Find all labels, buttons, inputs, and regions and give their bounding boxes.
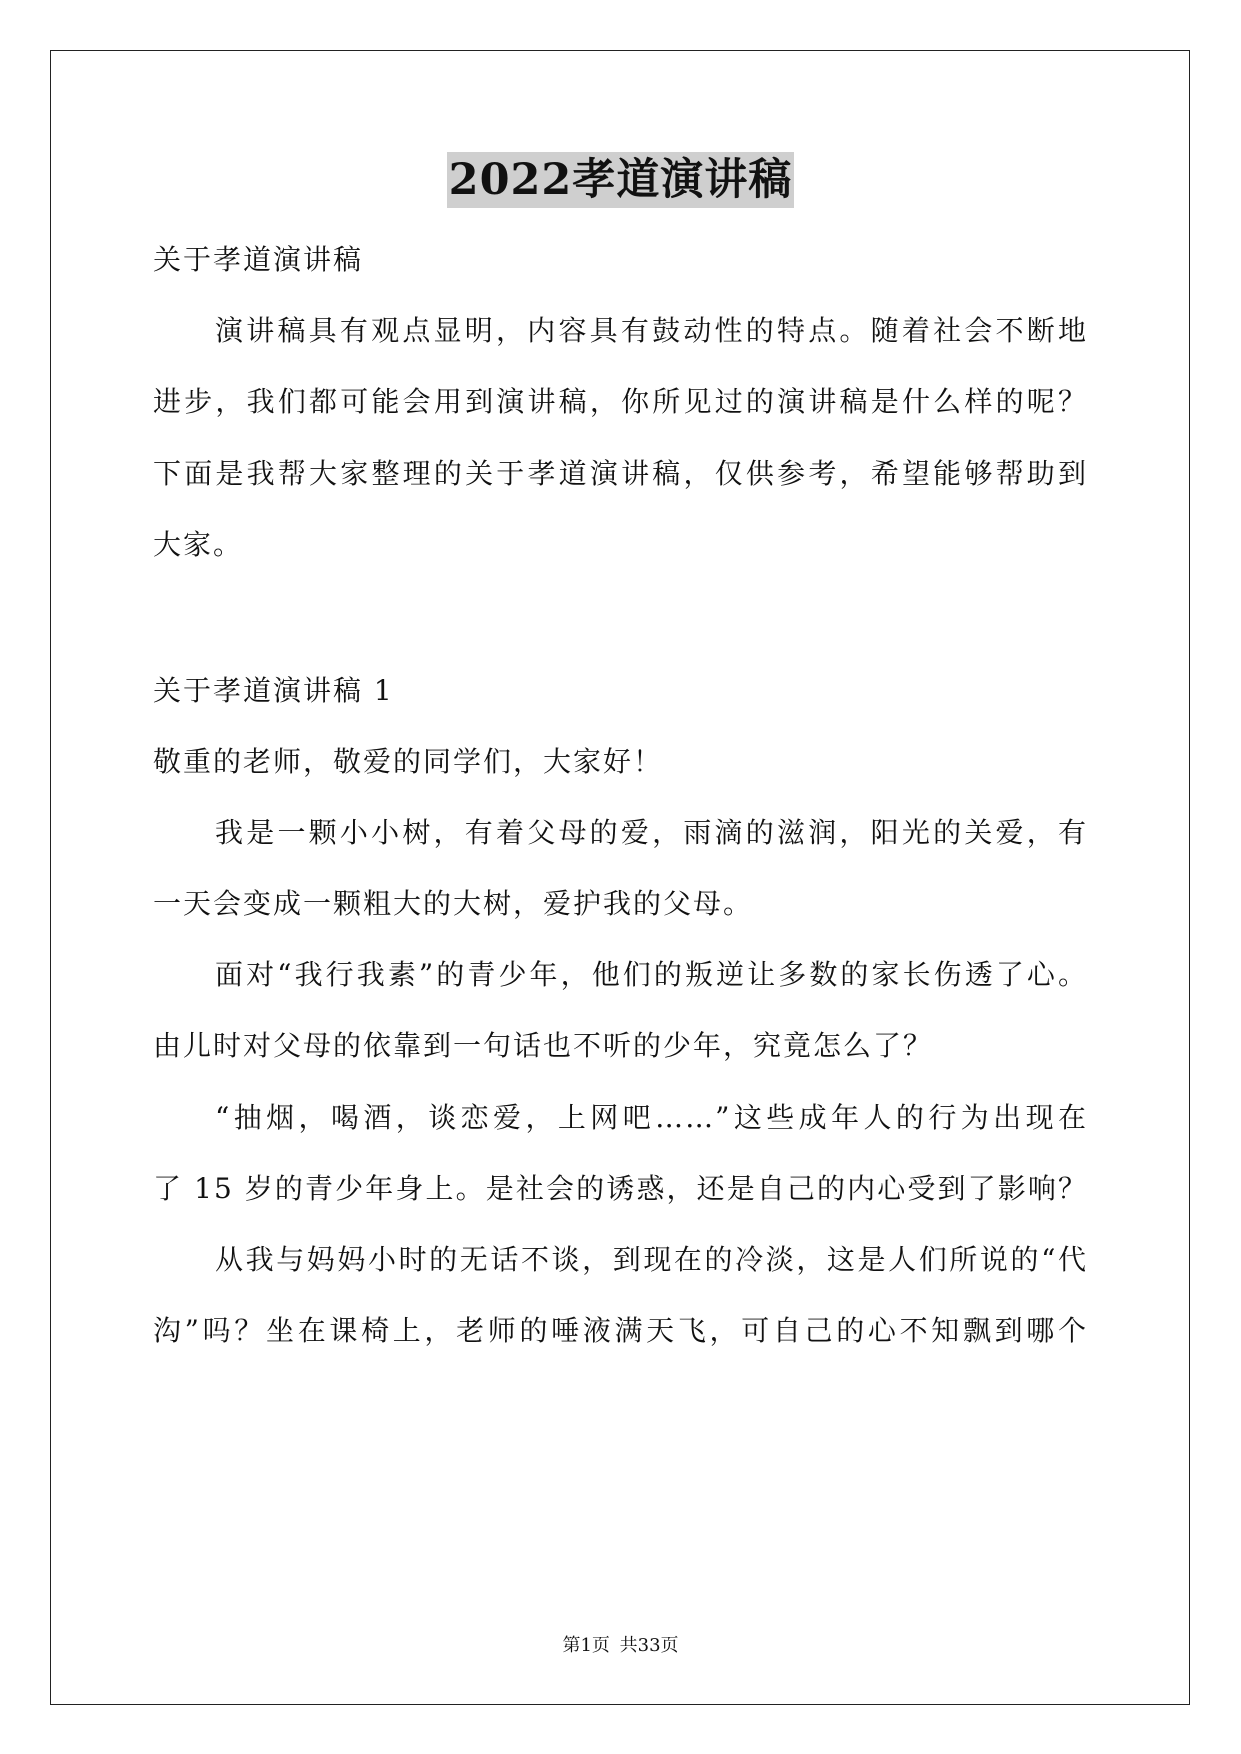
paragraph-line: 下面是我帮大家整理的关于孝道演讲稿，仅供参考，希望能够帮助到	[153, 457, 1088, 490]
paragraph-line: 沟”吗？坐在课椅上，老师的唾液满天飞，可自己的心不知飘到哪个	[153, 1314, 1088, 1347]
paragraph-line: 面对“我行我素”的青少年，他们的叛逆让多数的家长伤透了心。	[215, 958, 1088, 991]
paragraph-line: 我是一颗小小树，有着父母的爱，雨滴的滋润，阳光的关爱，有	[215, 816, 1088, 849]
page-border	[50, 50, 1190, 1705]
title-container	[0, 152, 1241, 208]
section-heading: 关于孝道演讲稿	[153, 243, 364, 276]
page-footer	[0, 1634, 1241, 1658]
paragraph-line: 进步，我们都可能会用到演讲稿，你所见过的演讲稿是什么样的呢？	[153, 385, 1088, 418]
document-title: 2022孝道演讲稿	[447, 152, 795, 208]
greeting-line: 敬重的老师，敬爱的同学们，大家好！	[153, 745, 664, 778]
paragraph-line: 由儿时对父母的依靠到一句话也不听的少年，究竟怎么了？	[153, 1029, 934, 1062]
paragraph-line: “抽烟，喝酒，谈恋爱，上网吧……”这些成年人的行为出现在	[215, 1101, 1088, 1134]
page-total: 共33页	[619, 1635, 679, 1656]
paragraph-line: 一天会变成一颗粗大的大树，爱护我的父母。	[153, 887, 754, 920]
page-number: 第1页	[562, 1635, 610, 1656]
paragraph-line: 了 15 岁的青少年身上。是社会的诱惑，还是自己的内心受到了影响？	[153, 1172, 1088, 1205]
section-heading: 关于孝道演讲稿 1	[153, 674, 394, 707]
paragraph-line: 大家。	[153, 528, 244, 561]
paragraph-line: 从我与妈妈小时的无话不谈，到现在的冷淡，这是人们所说的“代	[215, 1243, 1088, 1276]
paragraph-line: 演讲稿具有观点显明，内容具有鼓动性的特点。随着社会不断地	[215, 314, 1088, 347]
